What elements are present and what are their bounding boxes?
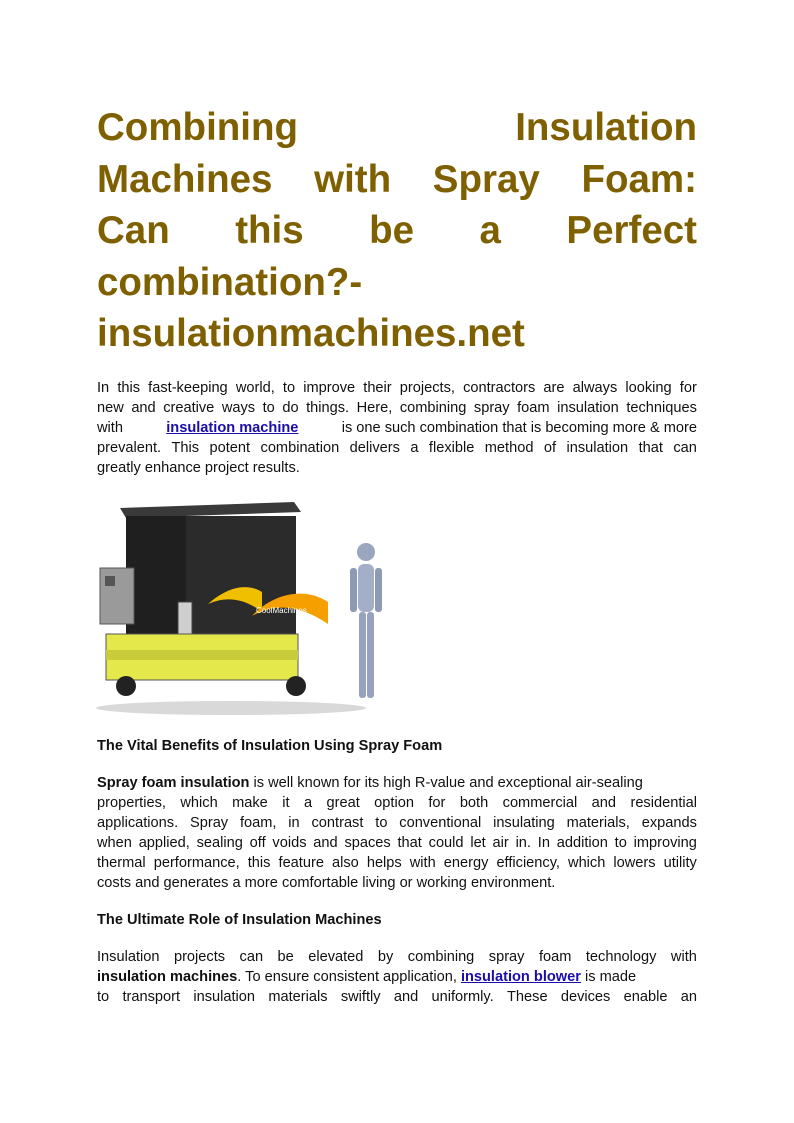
- title-word: Machines: [97, 157, 273, 201]
- word: this: [117, 380, 141, 396]
- title-line-5: insulationmachines.net: [97, 312, 525, 355]
- word: properties,: [97, 795, 166, 811]
- word: sealing: [196, 835, 243, 851]
- word: when: [97, 835, 132, 851]
- word: insulation: [193, 989, 256, 1005]
- word: commercial: [502, 795, 578, 811]
- word: for: [428, 795, 446, 811]
- text-line: Spray foam insulation is well known for its high R-value and exceptional air-sealing: [97, 775, 643, 791]
- page-title: [97, 102, 697, 360]
- word: things.: [306, 400, 350, 416]
- text-line: costs and generates a more comfortable living or working environment.: [97, 875, 556, 891]
- word: insulation: [557, 400, 619, 416]
- word: by: [377, 949, 394, 965]
- word: applications.: [97, 815, 179, 831]
- word: transport: [122, 989, 181, 1005]
- word: materials: [268, 989, 328, 1005]
- title-line-1: [97, 102, 697, 154]
- word: a: [410, 440, 419, 456]
- mannequin-arm: [350, 568, 357, 612]
- word: swiftly: [340, 989, 381, 1005]
- word: world,: [235, 380, 275, 396]
- word: are: [543, 380, 565, 396]
- word: in: [288, 815, 300, 831]
- title-line-2: [97, 154, 697, 206]
- word: efficiency,: [496, 855, 560, 871]
- word: new: [97, 400, 124, 416]
- word: delivers: [349, 440, 400, 456]
- word: insulating: [493, 815, 555, 831]
- word: contractors: [463, 380, 536, 396]
- title-word: Can: [97, 209, 170, 252]
- word: materials,: [566, 815, 630, 831]
- word: let: [470, 835, 486, 851]
- word: improve: [303, 380, 356, 396]
- title-word: with: [314, 157, 392, 201]
- word: make: [232, 795, 268, 811]
- word: Insulation: [97, 949, 160, 965]
- word: with: [409, 855, 436, 871]
- word: elevated: [308, 949, 364, 965]
- role-paragraph: [97, 947, 697, 1007]
- text-line: [97, 793, 697, 813]
- title-word: Insulation: [515, 106, 697, 149]
- word: foam: [538, 949, 572, 965]
- insulation-blower-link[interactable]: insulation blower: [460, 969, 581, 985]
- word: Spray: [189, 815, 229, 831]
- word: do: [282, 400, 299, 416]
- word: method: [484, 440, 534, 456]
- title-line-4: combination?-: [97, 260, 363, 304]
- word: with: [670, 949, 697, 965]
- word: This: [171, 440, 200, 456]
- word: lowers: [613, 855, 656, 871]
- word: techniques: [626, 400, 697, 416]
- text-line: [97, 438, 697, 458]
- intro-paragraph: [97, 378, 697, 478]
- title-word: a: [479, 209, 501, 252]
- insulation-machine-image: [96, 490, 396, 715]
- text-line: [97, 833, 697, 853]
- word: combination: [260, 440, 340, 456]
- word: in.: [515, 835, 531, 851]
- text-line: [97, 398, 697, 418]
- word: an: [680, 989, 697, 1005]
- word: contrast: [311, 815, 364, 831]
- word: insulation: [566, 440, 629, 456]
- word: feature: [278, 855, 324, 871]
- control-knob: [105, 576, 115, 586]
- word: technology: [585, 949, 657, 965]
- machine-wheel: [116, 676, 136, 696]
- word: for: [679, 380, 697, 396]
- word: enable: [623, 989, 668, 1005]
- word: to: [282, 380, 296, 396]
- word: addition: [556, 835, 608, 851]
- title-word: Combining: [97, 106, 299, 149]
- word: prevalent.: [97, 440, 162, 456]
- text-line: [97, 853, 697, 873]
- word: Here,: [356, 400, 393, 416]
- word: spray: [488, 949, 525, 965]
- text-line: [97, 987, 697, 1007]
- word: this: [247, 855, 271, 871]
- word: residential: [630, 795, 697, 811]
- word: looking: [625, 380, 672, 396]
- brand-logo-text: CoolMachines: [256, 606, 307, 615]
- mannequin-torso: [358, 564, 374, 612]
- word: could: [428, 835, 464, 851]
- word: can: [239, 949, 264, 965]
- word: of: [543, 440, 557, 456]
- word: creative: [163, 400, 215, 416]
- word: to: [614, 835, 627, 851]
- title-word: be: [369, 209, 415, 252]
- title-word: this: [235, 209, 304, 252]
- word: projects,: [399, 380, 455, 396]
- title-word: Perfect: [566, 209, 697, 252]
- text-line: [97, 947, 697, 967]
- machine-side-panel: [126, 516, 186, 634]
- word: it: [282, 795, 290, 811]
- machine-wheel: [286, 676, 306, 696]
- text-line: [97, 378, 697, 398]
- word: combining: [407, 949, 475, 965]
- word: combining: [399, 400, 467, 416]
- base-stripe: [106, 650, 298, 660]
- word: spray: [473, 400, 510, 416]
- mannequin-leg: [359, 612, 366, 698]
- word: a: [303, 795, 313, 811]
- word: utility: [663, 855, 697, 871]
- hatch-panel: [178, 602, 192, 636]
- word: to: [97, 989, 110, 1005]
- word: flexible: [428, 440, 475, 456]
- text-line: [97, 813, 697, 833]
- word: both: [459, 795, 489, 811]
- word: helps: [366, 855, 402, 871]
- word: In: [537, 835, 550, 851]
- mannequin-arm: [375, 568, 382, 612]
- word: and: [313, 835, 338, 851]
- word: and: [131, 400, 156, 416]
- word: potent: [209, 440, 251, 456]
- word: air: [492, 835, 509, 851]
- word: performance,: [153, 855, 240, 871]
- word: option: [374, 795, 414, 811]
- word: also: [332, 855, 359, 871]
- word: applied,: [138, 835, 190, 851]
- text-line: greatly enhance project results.: [97, 460, 300, 476]
- word: that: [397, 835, 422, 851]
- word: that: [638, 440, 663, 456]
- title-word: Spray: [432, 157, 540, 201]
- word: which: [568, 855, 606, 871]
- word: projects: [173, 949, 226, 965]
- word: can: [673, 440, 697, 456]
- text-line: with insulation machine is one such combination that is becoming more & more: [97, 420, 697, 436]
- word: conventional: [399, 815, 482, 831]
- word: ways: [221, 400, 256, 416]
- word: improving: [633, 835, 697, 851]
- benefits-paragraph: [97, 773, 697, 893]
- word: foam,: [239, 815, 277, 831]
- word: devices: [560, 989, 611, 1005]
- mannequin-leg: [367, 612, 374, 698]
- word: to: [262, 400, 275, 416]
- section-heading-role: The Ultimate Role of Insulation Machines: [97, 912, 382, 928]
- mannequin-head: [357, 543, 375, 561]
- hopper-rim: [120, 502, 301, 518]
- word: foam: [517, 400, 550, 416]
- word: and: [591, 795, 617, 811]
- word: spaces: [344, 835, 391, 851]
- word: fast-keeping: [148, 380, 228, 396]
- section-heading-benefits: The Vital Benefits of Insulation Using Spray Foam: [97, 738, 443, 754]
- word: which: [180, 795, 218, 811]
- word: always: [572, 380, 618, 396]
- word: off: [249, 835, 266, 851]
- word: expands: [641, 815, 697, 831]
- word: voids: [272, 835, 307, 851]
- word: thermal: [97, 855, 146, 871]
- word: be: [277, 949, 294, 965]
- machine-shadow: [96, 701, 366, 715]
- word: In: [97, 380, 110, 396]
- title-word: Foam:: [581, 157, 697, 201]
- word: energy: [443, 855, 489, 871]
- word: and: [393, 989, 419, 1005]
- word: uniformly.: [431, 989, 494, 1005]
- word: great: [326, 795, 360, 811]
- text-line: insulation machines. To ensure consistent application, insulation blower is made: [97, 969, 637, 985]
- word: to: [375, 815, 388, 831]
- word: These: [507, 989, 548, 1005]
- insulation-machine-link[interactable]: insulation machine: [166, 420, 299, 436]
- title-line-3: [97, 205, 697, 257]
- word: their: [363, 380, 392, 396]
